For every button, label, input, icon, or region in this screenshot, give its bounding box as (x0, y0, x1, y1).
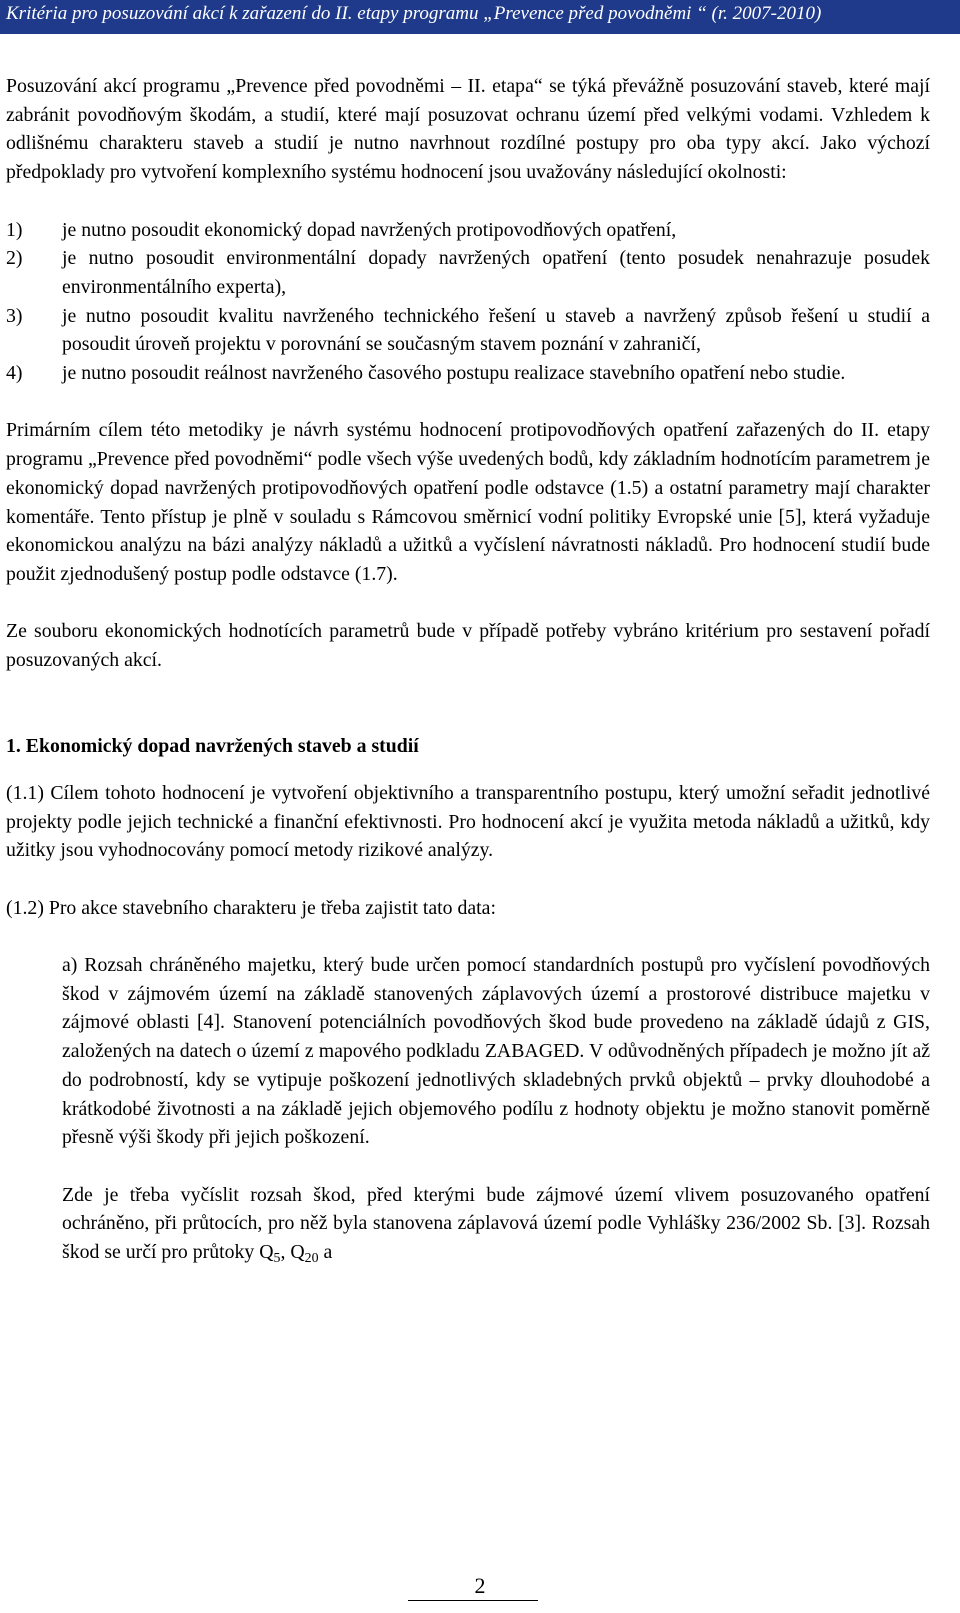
page-number-rule (408, 1600, 538, 1601)
running-header: Kritéria pro posuzování akcí k zařazení do II. etapy programu „Prevence před povodněmi “ (r. 2007-2010) (6, 3, 822, 24)
paragraph-1-1: (1.1) Cílem tohoto hodnocení je vytvoření objektivního a transparentního postupu, který umožní seřadit jednotlivé projekty podle jejich technické a finanční efektivnosti. Pro hodnocení akcí je využita metoda nákladů a užitků, kdy užitky jsou vyhodnocovány pomocí metody rizikové analýzy. (6, 781, 930, 862)
list-item: 4) je nutno posoudit reálnost navrženého časového postupu realizace stavebního opatření nebo studie. (6, 362, 846, 385)
paragraph-1-2: (1.2) Pro akce stavebního charakteru je třeba zajistit tato data: (6, 896, 496, 919)
list-item: 2) je nutno posoudit environmentální dopady navržených opatření (tento posudek nenahrazuje posudek environmentálního experta), (6, 247, 930, 298)
assumption-list (6, 216, 930, 388)
selection-paragraph: Ze souboru ekonomických hodnotících parametrů bude v případě potřeby vybráno kritérium pro sestavení pořadí posuzovaných akcí. (6, 620, 930, 672)
list-item: 3) je nutno posoudit kvalitu navrženého technického řešení u staveb a navržený způsob řešení u studií a posoudit úroveň projektu v porovnání se současným stavem poznání v zahraničí, (6, 304, 930, 356)
header-band (0, 0, 960, 34)
primary-goal-paragraph: Primárním cílem této metodiky je návrh systému hodnocení protipovodňových opatření zařazených do II. etapy programu „Prevence před povodněmi“ podle všech výše uvedených bodů, kdy základním hodnotícím parametrem je ekonomický dopad navržených protipovodňových opatření podle odstavce (1.5) a ostatní parametry mají charakter komentáře. Tento přístup je plně v souladu s Rámcovou směrnicí vodní politiky Evropské unie [5], která vyžaduje ekonomickou analýzu na bázi analýzy nákladů a užitků a vyčíslení návratnosti nákladů. Pro hodnocení studií bude použit zjednodušený postup podle odstavce (1.7). (6, 419, 930, 585)
paragraph-zde: Zde je třeba vyčíslit rozsah škod, před kterými bude zájmové území vlivem posuzovaného opatření ochráněno, při průtocích, pro něž byla stanovena záplavová území podle Vyhlášky 236/2002 Sb. [3]. Rozsah škod se určí pro průtoky $Q_5$, $Q_{20}$ a (62, 1183, 930, 1265)
intro-paragraph: Posuzování akcí programu „Prevence před povodněmi – II. etapa“ se týká převážně posuzování staveb, které mají zabránit povodňovým škodám, a studií, které mají posuzovat ochranu území před velkými vodami. Vzhledem k odlišnému charakteru staveb a studií je nutno navrhnout rozdílné postupy pro oba typy akcí. Jako výchozí předpoklady pro vytvoření komplexního systému hodnocení jsou uvažovány následující okolnosti: (6, 75, 930, 184)
paragraph-a: a) Rozsah chráněného majetku, který bude určen pomocí standardních postupů pro vyčíslení povodňových škod v zájmovém území na základě stanovených záplavových území a prostorové distribuce majetku v zájmové oblasti [4]. Stanovení potenciálních povodňových škod bude provedeno na základě údajů z GIS, založených na datech o území z mapového podkladu ZABAGED. V odůvodněných případech je možno jít až do podrobností, kdy se vytipuje poškození jednotlivých skladebných prvků objektů – prvky dlouhodobé a krátkodobé životnosti a na základě jejich objemového podílu z hodnoty objektu je možno stanovit poměrně přesně výši škody při jejich poškození. (62, 953, 930, 1149)
page-number: 2 (474, 1573, 486, 1598)
list-item: 1) je nutno posoudit ekonomický dopad navržených protipovodňových opatření, (6, 218, 677, 241)
section-heading: 1. Ekonomický dopad navržených staveb a studií (6, 735, 419, 758)
document-body (6, 72, 930, 1269)
